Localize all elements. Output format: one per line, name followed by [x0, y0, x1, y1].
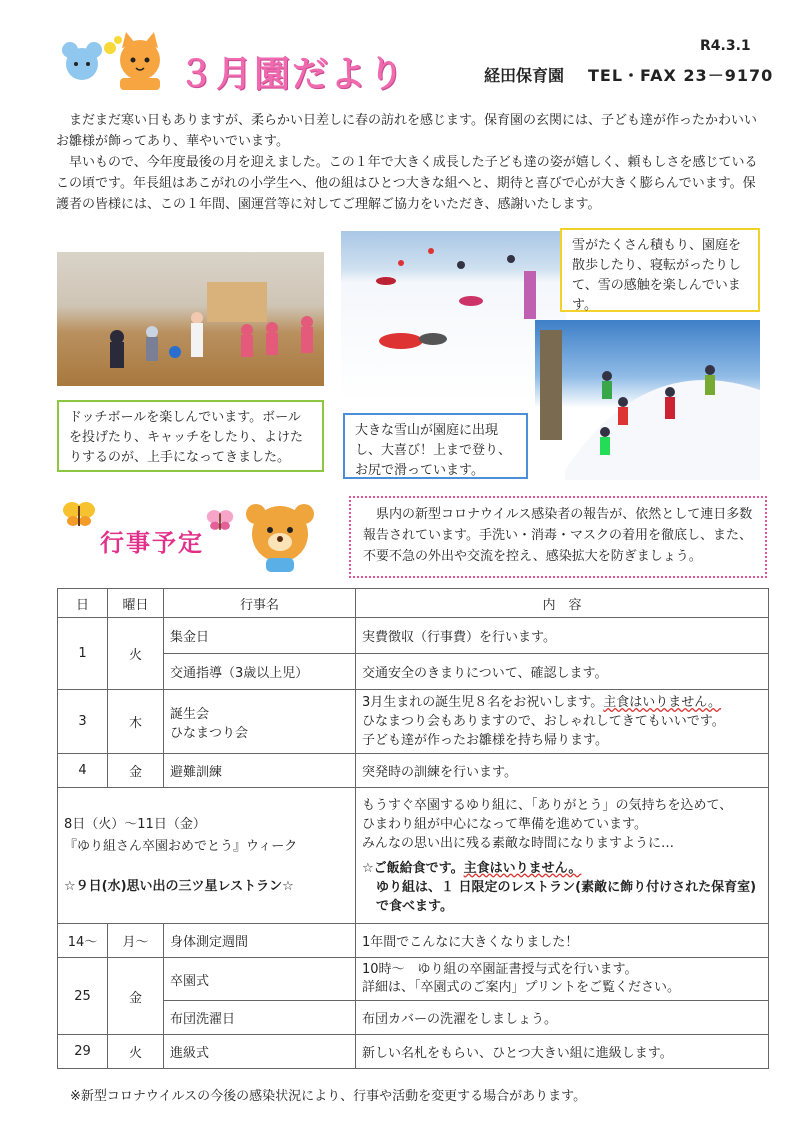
event-cell	[164, 690, 356, 754]
dodgeball-caption: ドッチボールを楽しんでいます。ボールを投げたり、キャッチをしたり、よけたりするのが、上手になってきました。	[57, 400, 324, 472]
week-dates: 8日（火）～11日（金）	[64, 816, 206, 832]
school-name: 経田保育園	[484, 66, 565, 85]
table-row	[58, 958, 769, 1001]
details-emphasis: 主食はいりません。	[603, 695, 722, 710]
table-row	[58, 1001, 769, 1035]
butterfly-icon	[62, 500, 96, 528]
table-header-row	[58, 589, 769, 618]
event-cell: 卒園式	[164, 958, 356, 1001]
details-cell: 1年間でこんなに大きくなりました！	[356, 924, 769, 958]
details-line: ひなまつり会もありますので、おしゃれしてきてもいいです。	[362, 714, 725, 729]
day-cell: 4	[58, 754, 108, 788]
weekday-cell: 金	[108, 958, 164, 1035]
events-banner: 行事予定	[100, 529, 204, 557]
weekday-cell: 火	[108, 618, 164, 690]
weekday-cell: 月～	[108, 924, 164, 958]
event-cell: 布団洗濯日	[164, 1001, 356, 1035]
details-line: みんなの思い出に残る素敵な時間になりますように…	[362, 835, 675, 851]
details-line: 子ども達が作ったお雛様を持ち帰ります。	[362, 733, 608, 748]
table-row	[58, 924, 769, 958]
event-schedule-table	[57, 588, 769, 1069]
issue-date: R4.3.1	[700, 38, 751, 54]
details-line: 10時～ ゆり組の卒園証書授与式を行います。	[362, 962, 638, 977]
details-cell	[356, 690, 769, 754]
event-cell: 避難訓練	[164, 754, 356, 788]
weekday-cell: 火	[108, 1035, 164, 1069]
dodgeball-photo	[57, 252, 324, 386]
intro-text	[56, 110, 762, 215]
details-line: で食べます。	[376, 898, 453, 914]
details-line: もうすぐ卒園するゆり組に、「ありがとう」の気持ちを込めて、	[362, 797, 733, 813]
intro-paragraph-2: 早いもので、今年度最後の月を迎えました。この１年で大きく成長した子ども達の姿が嬉しく、頼もしさを感じているこの頃です。年長組はあこがれの小学生へ、他の組はひとつ大きな組へと、期待と喜びで心が大きく膨らんでいます。保護者の皆様には、この１年間、園運営等に対してご理解ご協力をいただき、感謝いたします。	[56, 155, 758, 212]
event-cell: 交通指導（3歳以上児）	[164, 654, 356, 690]
day-cell: 14～	[58, 924, 108, 958]
col-header-weekday: 曜日	[108, 589, 164, 618]
details-text: 3月生まれの誕生児８名をお祝いします。	[362, 695, 604, 710]
event-name: ひなまつり会	[170, 725, 249, 741]
snow-mountain-caption: 大きな雪山が園庭に出現し、大喜び！上まで登り、お尻で滑っています。	[343, 413, 528, 479]
details-line	[362, 693, 762, 712]
day-cell: 3	[58, 690, 108, 754]
col-header-day: 日	[58, 589, 108, 618]
table-row	[58, 618, 769, 654]
details-emphasis: 主食はいりません。	[463, 860, 582, 876]
details-cell: 新しい名札をもらい、ひとつ大きい組に進級します。	[356, 1035, 769, 1069]
col-header-event: 行事名	[164, 589, 356, 618]
bear-illustration	[240, 500, 320, 574]
day-cell: 25	[58, 958, 108, 1035]
mouse-cat-illustration	[60, 30, 172, 92]
event-cell: 進級式	[164, 1035, 356, 1069]
details-line: ゆり組は、１ 日限定のレストラン(素敵に飾り付けされた保育室)	[376, 879, 757, 895]
table-row	[58, 690, 769, 754]
event-cell: 集金日	[164, 618, 356, 654]
col-header-details: 内 容	[356, 589, 769, 618]
details-line	[362, 859, 762, 878]
newsletter-title: ３月園だより	[178, 54, 407, 95]
covid-notice: 県内の新型コロナウイルス感染者の報告が、依然として連日多数報告されています。手洗い・消毒・マスクの着用を徹底し、また、不要不急の外出や交流を控え、感染拡大を防ぎましょう。	[349, 496, 767, 578]
details-line: ひまわり組が中心になって準備を進めています。	[362, 816, 647, 832]
footer-note: ※新型コロナウイルスの今後の感染状況により、行事や活動を変更する場合があります。	[70, 1089, 587, 1104]
details-text: ☆ご飯給食です。	[362, 860, 464, 876]
snow-garden-photo	[341, 231, 566, 402]
details-line: 詳細は、「卒園式のご案内」プリントをご覧ください。	[362, 980, 680, 995]
restaurant-event: ☆９日(水)思い出の三ツ星レストラン☆	[64, 878, 294, 894]
day-cell: 1	[58, 618, 108, 690]
weekday-cell: 木	[108, 690, 164, 754]
table-row	[58, 654, 769, 690]
day-cell: 29	[58, 1035, 108, 1069]
details-cell	[356, 788, 769, 924]
table-row	[58, 1035, 769, 1069]
snow-garden-caption: 雪がたくさん積もり、園庭を散歩したり、寝転がったりして、雪の感触を楽しんでいます。	[560, 228, 760, 312]
weekday-cell: 金	[108, 754, 164, 788]
details-cell: 交通安全のきまりについて、確認します。	[356, 654, 769, 690]
details-cell: 実費徴収（行事費）を行います。	[356, 618, 769, 654]
details-cell: 突発時の訓練を行います。	[356, 754, 769, 788]
intro-paragraph-1: まだまだ寒い日もありますが、柔らかい日差しに春の訪れを感じます。保育園の玄関には、子ども達が作ったかわいいお雛様が飾ってあり、華やいでいます。	[56, 113, 757, 149]
week-title: 『ゆり組さん卒園おめでとう』ウィーク	[64, 838, 298, 854]
table-row	[58, 788, 769, 924]
event-week-cell	[58, 788, 356, 924]
snow-mountain-photo	[535, 320, 760, 480]
details-cell	[356, 958, 769, 1001]
butterfly-icon	[206, 508, 234, 532]
table-row	[58, 754, 769, 788]
tel-fax: TEL・FAX 23－9170	[588, 66, 774, 85]
event-name: 誕生会	[170, 706, 210, 722]
details-cell: 布団カバーの洗濯をしましょう。	[356, 1001, 769, 1035]
event-cell: 身体測定週間	[164, 924, 356, 958]
